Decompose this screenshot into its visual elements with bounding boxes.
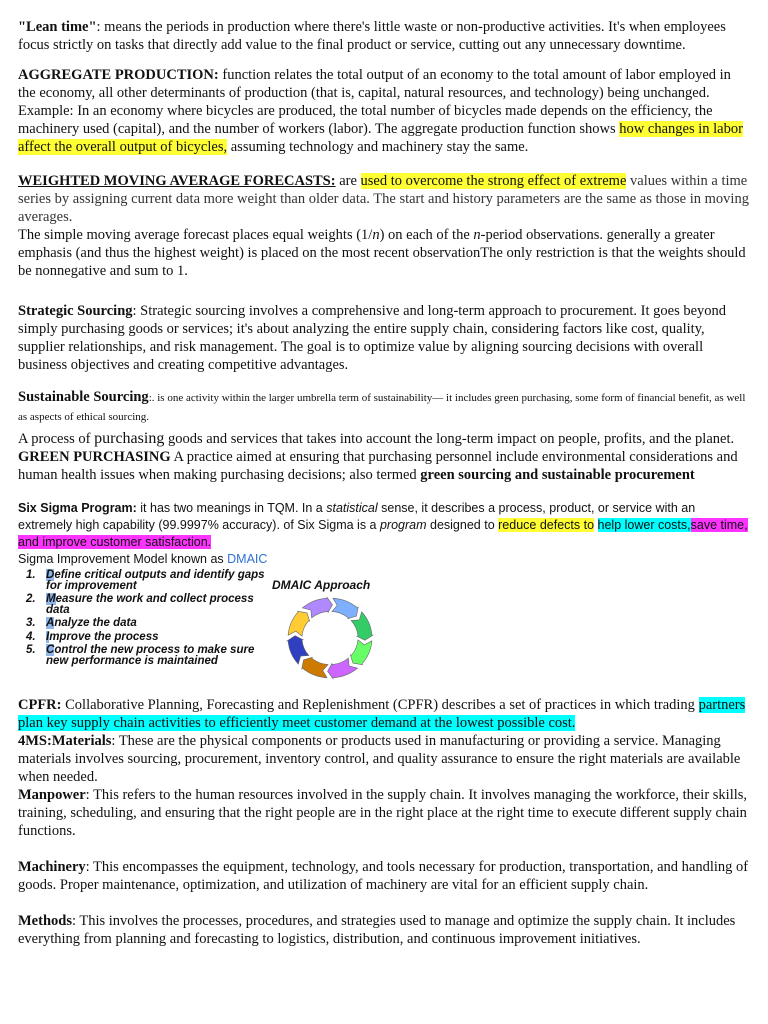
aggregate-production-paragraph <box>18 66 750 156</box>
strategic-sourcing-paragraph <box>18 302 750 374</box>
dmaic-link[interactable]: DMAIC <box>227 552 268 566</box>
green-purchasing-paragraph <box>18 448 750 484</box>
weighted-moving-average-paragraph <box>18 172 750 226</box>
sustainable-small-text: :. is one activity within the larger umbrella term of sustainability— it includes green purchasing, some form of financial benefit, as well as aspects of ethical sourcing. <box>18 392 746 423</box>
methods-paragraph <box>18 912 750 948</box>
six-sigma-highlight-magenta: save time, and improve customer satisfaction. <box>18 518 748 549</box>
dmaic-cycle-arrow <box>350 640 372 665</box>
cpfr-text: Collaborative Planning, Forecasting and Replenishment (CPFR) describes a set of practices in which trading <box>61 697 699 713</box>
sustainable-definition <box>18 430 750 448</box>
six-sigma-program: program <box>379 518 427 532</box>
dmaic-step-text: ontrol the new process to make sure new performance is maintained <box>46 644 255 667</box>
dmaic-step-text: efine critical outputs and identify gaps for improvement <box>46 569 265 592</box>
weighted-n2: n <box>473 227 481 243</box>
machinery-text: : This encompasses the equipment, technology, and tools necessary for production, transportation, and handling of goods. Proper maintenance, optimization, and utilization of machinery are vital for an efficient supply chain. <box>18 859 749 893</box>
six-sigma-statistical: statistical <box>326 501 378 515</box>
aggregate-text-2: assuming technology and machinery stay the same. <box>227 139 529 155</box>
dmaic-step-text: mprove the process <box>49 630 159 643</box>
dmaic-figure <box>18 570 750 692</box>
dmaic-cycle-arrow <box>332 598 358 618</box>
machinery-term: Machinery <box>18 859 86 875</box>
dmaic-steps-list <box>26 570 266 669</box>
materials-text: : These are the physical components or products used in manufacturing or providing a service. Managing materials involves sourcing, procurement, inventory control, and quality assurance to ensure the right materials are available when needed. <box>18 733 741 785</box>
manpower-text: : This refers to the human resources involved in the supply chain. It involves managing the workforce, their skills, training, scheduling, and ensuring that the right people are in the right place at the right time to execute different supply chain functions. <box>18 787 748 839</box>
materials-paragraph <box>18 732 750 786</box>
materials-term: 4MS:Materials <box>18 733 112 749</box>
aggregate-text-1: function relates the total output of an economy to the total amount of labor employed in the economy, all other determinants of production (that is, capital, natural resources, and technology) being unchanged. Example: In an economy where bicycles are produced, the total number of bicycles made depends on the efficiency, the machinery used (capital), and the number of workers (labor). The aggregate production function shows <box>18 67 731 137</box>
manpower-term: Manpower <box>18 787 86 803</box>
dmaic-step-text: easure the work and collect process data <box>46 593 254 616</box>
methods-term: Methods <box>18 913 72 929</box>
weighted-rest: values within a time series by assigning current data more weight than older data. The start and history parameters are the same as those in moving averages. <box>18 173 749 225</box>
dmaic-step-number: 2. <box>26 593 36 605</box>
sustainable-line2a: A process of <box>18 431 95 447</box>
lean-time-text: : means the periods in production where there's little waste or non-productive activities. It's when employees focus strictly on tasks that directly add value to the final product or service, cutting out any unnecessary downtime. <box>18 19 726 53</box>
strategic-term: Strategic Sourcing <box>18 303 133 319</box>
dmaic-step-letter: A <box>46 617 55 629</box>
six-sigma-space <box>594 518 597 532</box>
dmaic-model-line <box>18 551 750 568</box>
dmaic-model-text: Sigma Improvement Model known as <box>18 552 228 566</box>
dmaic-cycle-diagram <box>270 590 400 686</box>
lean-time-paragraph <box>18 18 750 54</box>
machinery-paragraph <box>18 858 750 894</box>
methods-text: : This involves the processes, procedures, and strategies used to manage and optimize the supply chain. It includes everything from planning and forecasting to logistics, distribution, and continuous improvement initiatives. <box>18 913 736 947</box>
dmaic-diagram-title: DMAIC Approach <box>272 578 371 592</box>
six-sigma-highlight-yellow: reduce defects to <box>498 518 595 532</box>
aggregate-highlight: how changes in labor affect the overall output of bicycles, <box>18 121 743 155</box>
six-sigma-paragraph <box>18 500 750 551</box>
dmaic-step-number: 5. <box>26 644 36 656</box>
aggregate-production-term: AGGREGATE PRODUCTION: <box>18 67 219 83</box>
dmaic-step <box>26 594 266 615</box>
sustainable-line2b: goods and services that takes into account the long-term impact on people, profits, and the planet. <box>164 431 735 447</box>
dmaic-cycle-arrow <box>288 611 310 636</box>
six-sigma-t2: sense, it describes a process, product, or service with an extremely high capability (99.9997% accuracy). of Six Sigma is a <box>18 501 696 532</box>
dmaic-step-letter: D <box>46 569 55 581</box>
document-page <box>18 18 750 948</box>
sustainable-sourcing-paragraph <box>18 388 750 426</box>
strategic-text: : Strategic sourcing involves a comprehensive and long-term approach to procurement. It goes beyond simply purchasing goods or services; it's about analyzing the entire supply chain, considering factors like cost, quality, supplier relationships, and risk management. The goal is to optimize value by aligning sourcing decisions with overall business objectives and creating competitive advantages. <box>18 303 727 373</box>
cpfr-highlight: partners plan key supply chain activities to efficiently meet customer demand at the lowest possible cost. <box>18 697 746 731</box>
dmaic-step-text: nalyze the data <box>54 617 137 629</box>
cpfr-term: CPFR: <box>18 697 62 713</box>
six-sigma-term: Six Sigma Program: <box>18 501 137 515</box>
green-bold-term: green sourcing and sustainable procurement <box>420 467 695 483</box>
weighted-term: WEIGHTED MOVING AVERAGE FORECASTS: <box>18 173 336 189</box>
weighted-line2b: ) on each of the <box>379 227 474 243</box>
dmaic-step <box>26 632 266 643</box>
dmaic-step <box>26 618 266 629</box>
dmaic-step <box>26 645 266 666</box>
green-term: GREEN PURCHASING <box>18 449 171 465</box>
dmaic-step-number: 3. <box>26 617 36 629</box>
dmaic-diagram <box>250 570 420 688</box>
dmaic-step-number: 1. <box>26 569 36 581</box>
sustainable-purchasing: purchasing <box>94 430 165 447</box>
cpfr-paragraph <box>18 696 750 732</box>
dmaic-step-letter: M <box>46 593 56 605</box>
weighted-explanation <box>18 226 750 280</box>
six-sigma-highlight-cyan: help lower costs, <box>597 518 691 532</box>
dmaic-step-letter: I <box>46 630 50 643</box>
six-sigma-t1: it has two meanings in TQM. In a <box>136 501 327 515</box>
weighted-n1: n <box>372 227 380 243</box>
dmaic-step-letter: C <box>46 644 55 656</box>
six-sigma-t3: designed to <box>426 518 499 532</box>
dmaic-cycle-arrow <box>302 657 328 677</box>
weighted-line2a: The simple moving average forecast places equal weights (1/ <box>18 227 373 243</box>
weighted-line2c: -period observations. generally a greater emphasis (and thus the highest weight) is placed on the most recent observationThe only restriction is that the weights should be nonnegative and sum to 1. <box>18 227 746 279</box>
weighted-are: are <box>335 173 361 189</box>
weighted-highlight: used to overcome the strong effect of extreme <box>360 173 627 189</box>
dmaic-step <box>26 570 266 591</box>
dmaic-step-number: 4. <box>26 630 36 643</box>
manpower-paragraph <box>18 786 750 840</box>
sustainable-term: Sustainable Sourcing <box>18 389 149 405</box>
lean-time-term: "Lean time" <box>18 19 97 35</box>
green-text: A practice aimed at ensuring that purchasing personnel include environmental considerations and human health issues when making purchasing decisions; also termed <box>18 449 738 483</box>
